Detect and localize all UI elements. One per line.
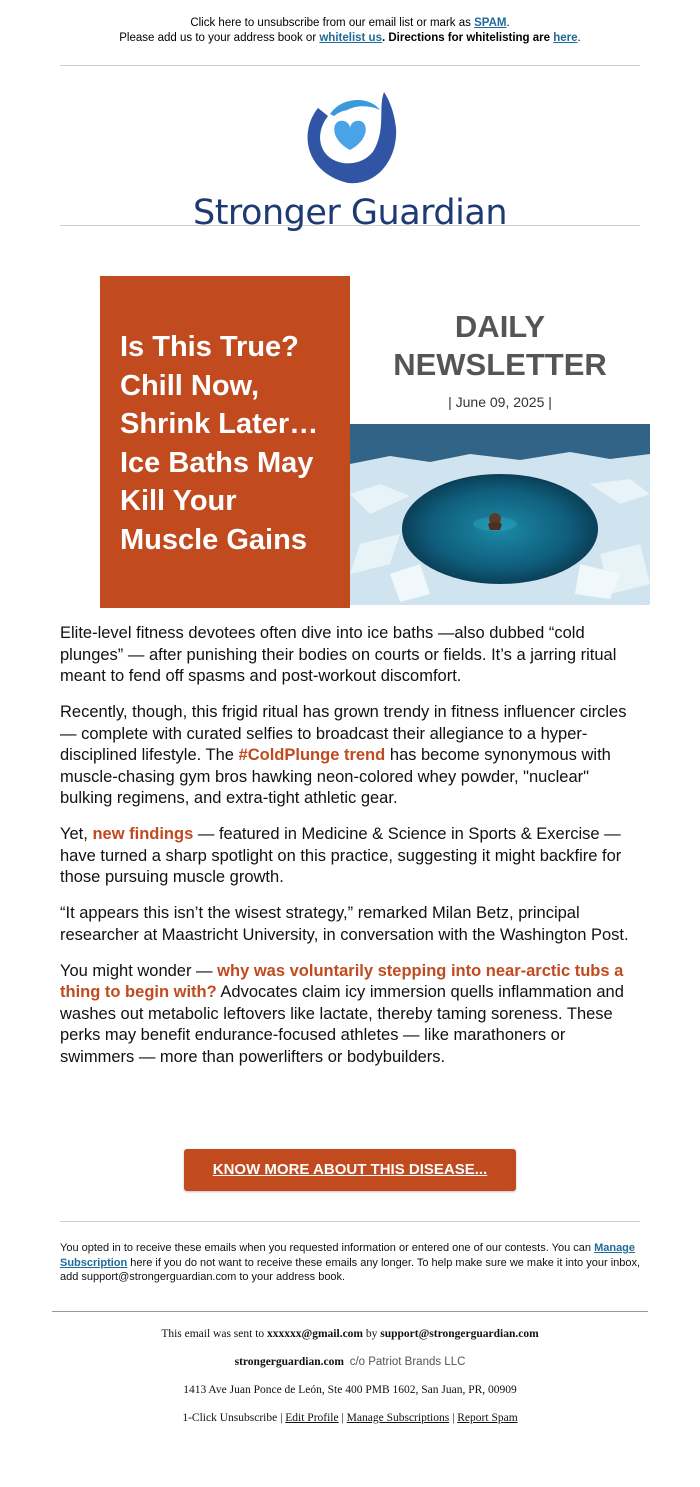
sent-by: by (365, 1328, 378, 1340)
one-click-unsubscribe[interactable]: 1-Click Unsubscribe (182, 1412, 278, 1424)
ice-bath-image (350, 424, 650, 605)
whitelist-directions-text: . Directions for whitelisting are (381, 32, 551, 44)
arctic-tubs-link[interactable]: why was voluntarily stepping into near-arctic tubs a thing to begin with? (60, 961, 624, 1001)
brand-logo[interactable] (0, 66, 700, 236)
newsletter-header (350, 276, 650, 608)
divider (60, 1221, 640, 1222)
newsletter-date: | June 09, 2025 | (448, 394, 552, 410)
article-paragraph (60, 824, 640, 889)
footer-links (0, 1411, 700, 1425)
here-link[interactable]: here (553, 32, 578, 44)
hero-headline[interactable]: Is This True? Chill Now, Shrink Later… Ice Baths May Kill Your Muscle Gains (100, 276, 350, 608)
report-spam-link[interactable]: Report Spam (457, 1412, 518, 1424)
company-name: c/o Patriot Brands LLC (349, 1356, 466, 1368)
article-paragraph: Elite-level fitness devotees often dive into ice baths —also dubbed “cold plunges” — after punishing their bodies on courts or fields. It’s a jarring ritual meant to fend off spasms and post-workout discomfort. (60, 624, 617, 685)
manage-subscription-link[interactable]: Manage Subscription (60, 1242, 636, 1269)
whitelist-link[interactable]: whitelist us (319, 32, 382, 44)
spam-link[interactable]: SPAM (474, 17, 507, 29)
paragraph-text: — featured in Medicine & Science in Sports & Exercise — have turned a sharp spotlight on this practice, suggesting it might backfire for those pursuing muscle growth. (60, 825, 622, 886)
divider (52, 1311, 648, 1312)
edit-profile-link[interactable]: Edit Profile (285, 1412, 339, 1424)
paragraph-text: You might wonder — (60, 961, 213, 980)
paragraph-text: Yet, (60, 825, 88, 843)
cta-container (184, 1149, 516, 1191)
separator: | (280, 1412, 283, 1424)
separator: | (452, 1412, 455, 1424)
address-book-text: Please add us to your address book or (119, 32, 317, 44)
article-paragraph: “It appears this isn’t the wisest strategy,” remarked Milan Betz, principal researcher at Maastricht University, in conversation with the Washington Post. (60, 904, 629, 944)
brand-name: Stronger Guardian (192, 193, 508, 233)
sent-to-line (0, 1327, 700, 1341)
article-body (60, 623, 640, 1083)
separator: | (341, 1412, 344, 1424)
coldplunge-trend-link[interactable]: #ColdPlunge trend (238, 746, 386, 764)
hero-section (100, 276, 650, 608)
manage-subscriptions-link[interactable]: Manage Subscriptions (346, 1412, 450, 1424)
new-findings-link[interactable]: new findings (92, 825, 194, 843)
paragraph-text: has become synonymous with muscle-chasing gym bros hawking neon-colored whey powder, "nuclear" bulking regimens, and extra-tight athletic gear. (60, 746, 611, 807)
ice-bath-photo[interactable] (350, 424, 650, 605)
paragraph-text: Recently, though, this frigid ritual has grown trendy in fitness influencer circles — complete with curated selfies to broadcast their allegiance to a hyper-disciplined lifestyle. The (60, 703, 627, 764)
company-line (0, 1355, 700, 1369)
optin-notice (60, 1241, 645, 1285)
newsletter-label: NEWSLETTER (393, 347, 607, 382)
recipient-email: xxxxxx@gmail.com (267, 1328, 364, 1340)
article-paragraph (60, 702, 640, 810)
optin-text: You opted in to receive these emails when you requested information or entered one of our contests. You can (60, 1242, 591, 1254)
period-text: . (577, 32, 581, 44)
footer (0, 1327, 700, 1439)
newsletter-title (350, 308, 650, 384)
heart-hands-icon (298, 88, 402, 186)
top-notice-line2 (0, 31, 700, 46)
top-notice (0, 0, 700, 46)
sent-prefix: This email was sent to (161, 1328, 265, 1340)
period-text: . (506, 17, 510, 29)
paragraph-text: Advocates claim icy immersion quells inflammation and washes out metabolic leftovers like lactate, thereby taming soreness. These perks may benefit endurance-focused athletes — like marathoners or swimmers — more than powerlifters or bodybuilders. (60, 983, 624, 1066)
address-line: 1413 Ave Juan Ponce de León, Ste 400 PMB 1602, San Juan, PR, 00909 (183, 1384, 517, 1396)
unsubscribe-text: Click here to unsubscribe from our email list or mark as (190, 17, 471, 29)
know-more-button[interactable]: KNOW MORE ABOUT THIS DISEASE... (184, 1149, 516, 1191)
company-domain: strongerguardian.com (234, 1356, 344, 1368)
sender-email: support@strongerguardian.com (380, 1328, 539, 1340)
daily-label: DAILY (454, 309, 546, 344)
article-paragraph (60, 961, 640, 1069)
top-notice-line1 (0, 16, 700, 31)
optin-text: here if you do not want to receive these emails any longer. To help make sure we make it into your inbox, add support@strongerguardian.com to your address book. (60, 1256, 641, 1283)
